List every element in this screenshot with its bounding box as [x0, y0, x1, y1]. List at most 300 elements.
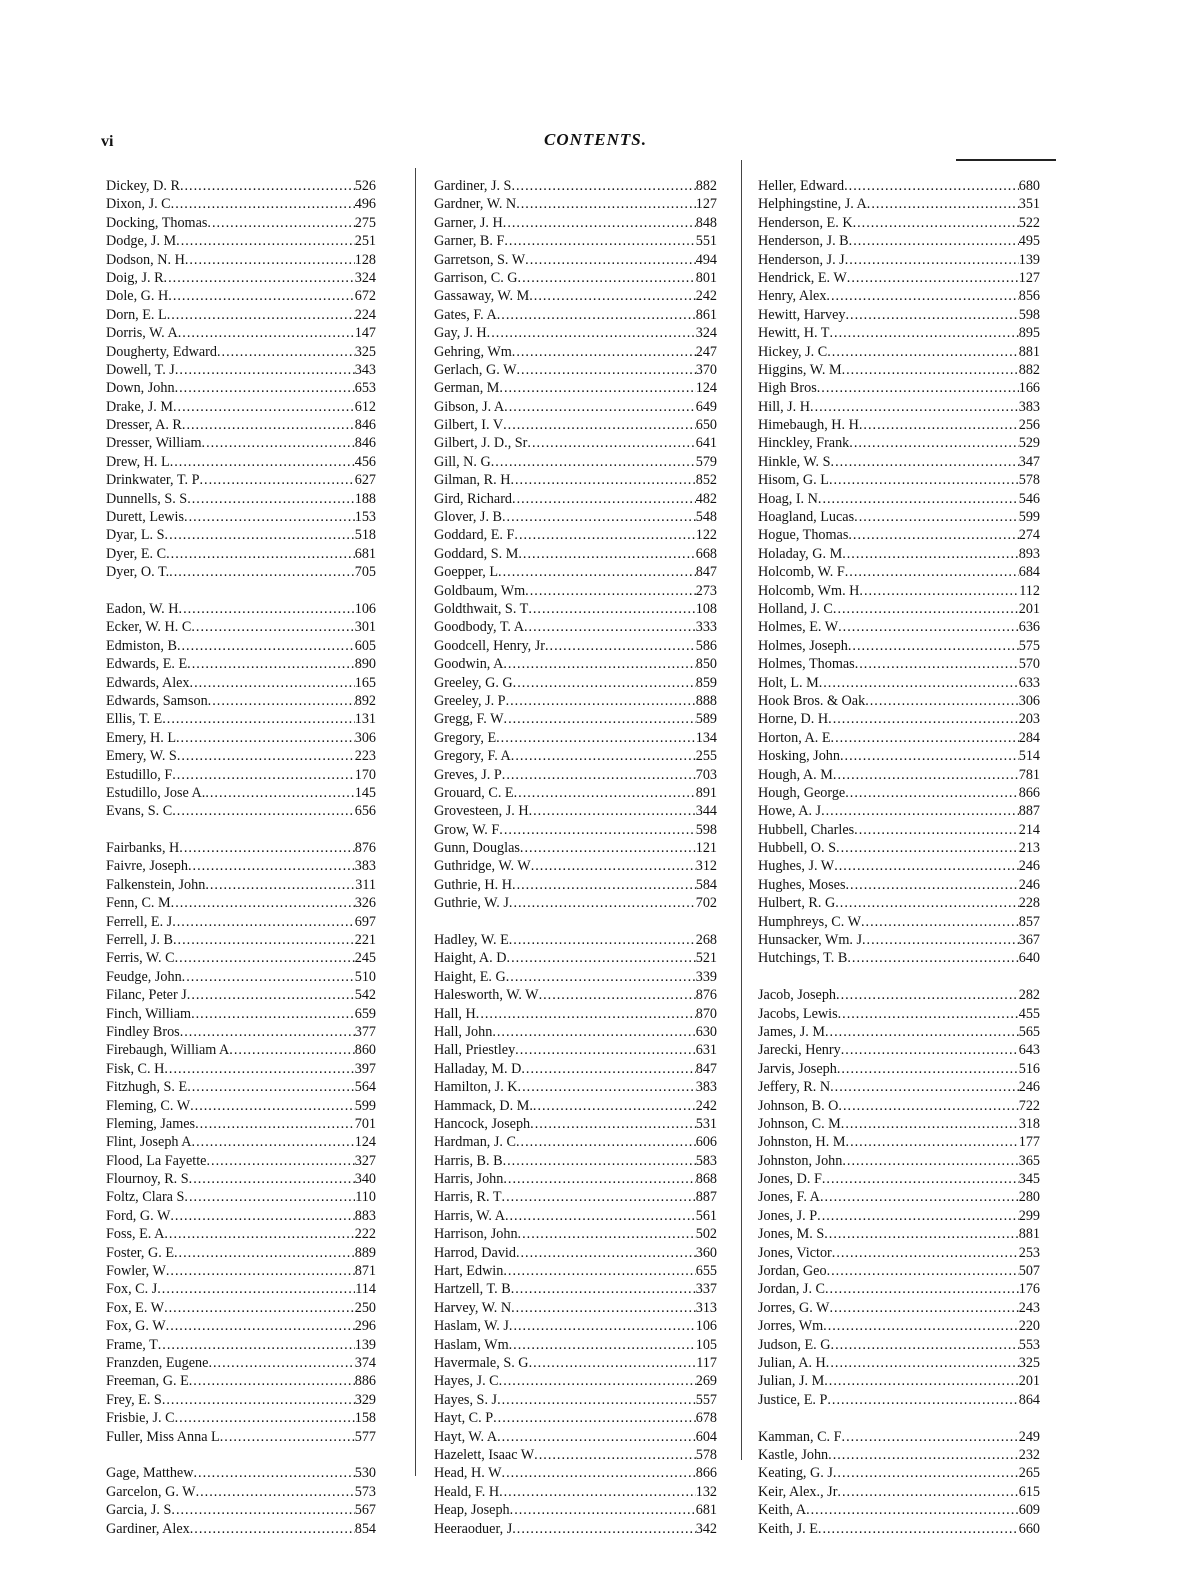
dot-leader: [518, 545, 695, 563]
dot-leader: [842, 1152, 1018, 1170]
index-entry: [434, 986, 717, 1004]
entry-page-number: 360: [695, 1244, 717, 1261]
entry-page-number: 876: [695, 987, 717, 1004]
entry-name: Hart, Edwin: [434, 1263, 504, 1280]
entry-name: Harris, W. A: [434, 1207, 505, 1224]
entry-name: Fowler, W: [106, 1263, 166, 1280]
index-entry: [434, 251, 717, 269]
index-entry: [434, 784, 717, 802]
entry-name: Gehring, Wm: [434, 343, 512, 360]
index-entry: [106, 839, 376, 857]
entry-page-number: 251: [354, 233, 376, 250]
entry-page-number: 846: [354, 417, 376, 434]
entry-name: Henderson, J. J: [758, 251, 845, 268]
entry-name: Hosking, John: [758, 748, 840, 765]
entry-page-number: 158: [354, 1410, 376, 1427]
entry-page-number: 377: [354, 1023, 376, 1040]
dot-leader: [516, 361, 695, 379]
dot-leader: [190, 1097, 355, 1115]
index-entry: [434, 1336, 717, 1354]
dot-leader: [854, 821, 1019, 839]
index-entry: [434, 1446, 717, 1464]
entry-page-number: 650: [695, 417, 717, 434]
index-entry: [106, 674, 376, 692]
entry-page-number: 864: [1018, 1391, 1040, 1408]
entry-page-number: 243: [1018, 1299, 1040, 1316]
entry-page-number: 870: [695, 1005, 717, 1022]
index-entry: [758, 747, 1040, 765]
entry-page-number: 847: [695, 1060, 717, 1077]
entry-name: Dole, G. H: [106, 288, 169, 305]
index-entry: [106, 637, 376, 655]
dot-leader: [854, 508, 1019, 526]
dot-leader: [846, 1133, 1019, 1151]
entry-page-number: 557: [695, 1391, 717, 1408]
dot-leader: [511, 1280, 696, 1298]
index-entry: [434, 1078, 717, 1096]
index-entry: [758, 324, 1040, 342]
entry-name: Hardman, J. C: [434, 1134, 516, 1151]
entry-page-number: 145: [354, 784, 376, 801]
entry-page-number: 857: [1018, 913, 1040, 930]
entry-page-number: 121: [695, 840, 717, 857]
index-entry: [434, 1391, 717, 1409]
entry-page-number: 876: [354, 840, 376, 857]
index-entry: [106, 1115, 376, 1133]
index-entry: [758, 269, 1040, 287]
entry-page-number: 170: [354, 766, 376, 783]
entry-page-number: 583: [695, 1152, 717, 1169]
index-entry: [758, 1372, 1040, 1390]
entry-name: Gregory, F. A: [434, 748, 511, 765]
entry-page-number: 890: [354, 656, 376, 673]
entry-page-number: 132: [695, 1483, 717, 1500]
entry-page-number: 852: [695, 472, 717, 489]
dot-leader: [175, 1409, 355, 1427]
index-entry: [758, 563, 1040, 581]
index-entry: [106, 508, 376, 526]
dot-leader: [476, 1005, 696, 1023]
entry-page-number: 110: [355, 1189, 376, 1206]
index-entry: [758, 545, 1040, 563]
dot-leader: [182, 416, 355, 434]
entry-page-number: 326: [354, 895, 376, 912]
index-entry: [106, 618, 376, 636]
dot-leader: [506, 692, 696, 710]
entry-page-number: 680: [1018, 178, 1040, 194]
entry-name: Jones, J. P: [758, 1207, 818, 1224]
dot-leader: [217, 343, 355, 361]
dot-leader: [497, 1391, 696, 1409]
entry-name: Julian, A. H: [758, 1355, 826, 1371]
dot-leader: [165, 526, 355, 544]
dot-leader: [187, 1078, 355, 1096]
entry-name: Holcomb, W. F: [758, 564, 845, 581]
entry-page-number: 854: [354, 1520, 376, 1537]
dot-leader: [487, 324, 696, 342]
dot-leader: [505, 1207, 696, 1225]
dot-leader: [498, 563, 696, 581]
entry-page-number: 299: [1018, 1207, 1040, 1224]
entry-page-number: 112: [1019, 582, 1040, 599]
index-entry: [434, 490, 717, 508]
entry-name: Hewitt, H. T: [758, 325, 830, 342]
index-entry: [434, 195, 717, 213]
entry-name: Julian, J. M: [758, 1373, 825, 1390]
dot-leader: [827, 1262, 1019, 1280]
index-entry: [434, 1005, 717, 1023]
index-letter-group: [106, 177, 376, 582]
entry-page-number: 265: [1018, 1465, 1040, 1482]
entry-page-number: 344: [695, 803, 717, 820]
entry-page-number: 232: [1018, 1446, 1040, 1463]
dot-leader: [834, 857, 1019, 875]
entry-page-number: 561: [695, 1207, 717, 1224]
entry-name: Hickey, J. C: [758, 343, 828, 360]
dot-leader: [502, 508, 696, 526]
index-entry: [106, 747, 376, 765]
entry-page-number: 108: [695, 600, 717, 617]
index-entry: [434, 1188, 717, 1206]
index-entry: [106, 195, 376, 213]
dot-leader: [503, 214, 696, 232]
entry-page-number: 224: [354, 306, 376, 323]
entry-page-number: 678: [695, 1410, 717, 1427]
index-entry: [106, 1041, 376, 1059]
entry-name: Hill, J. H: [758, 398, 811, 415]
entry-page-number: 325: [1018, 1355, 1040, 1371]
entry-page-number: 653: [354, 380, 376, 397]
entry-page-number: 846: [354, 435, 376, 452]
entry-name: Haight, A. D: [434, 950, 507, 967]
entry-name: Dorn, E. L: [106, 306, 167, 323]
index-entry: [758, 931, 1040, 949]
entry-name: Keith, A: [758, 1502, 807, 1519]
index-entry: [758, 416, 1040, 434]
dot-leader: [832, 1244, 1019, 1262]
dot-leader: [166, 1317, 355, 1335]
index-entry: [758, 655, 1040, 673]
entry-page-number: 888: [695, 692, 717, 709]
dot-leader: [529, 1354, 697, 1372]
index-entry: [434, 416, 717, 434]
entry-page-number: 703: [695, 766, 717, 783]
entry-page-number: 868: [695, 1171, 717, 1188]
entry-name: Ferris, W. C: [106, 950, 175, 967]
entry-page-number: 201: [1018, 1373, 1040, 1390]
entry-name: Hancock, Joseph: [434, 1115, 531, 1132]
dot-leader: [511, 747, 696, 765]
entry-page-number: 529: [1018, 435, 1040, 452]
entry-name: Hewitt, Harvey: [758, 306, 846, 323]
dot-leader: [831, 729, 1019, 747]
index-entry: [106, 710, 376, 728]
index-entry: [758, 692, 1040, 710]
entry-page-number: 705: [354, 564, 376, 581]
index-entry: [434, 618, 717, 636]
dot-leader: [817, 1207, 1019, 1225]
dot-leader: [817, 379, 1019, 397]
dot-leader: [166, 545, 355, 563]
dot-leader: [829, 471, 1019, 489]
dot-leader: [806, 1501, 1019, 1519]
entry-name: Hartzell, T. B: [434, 1281, 511, 1298]
entry-name: Ferrell, J. B: [106, 932, 173, 949]
index-entry: [434, 398, 717, 416]
dot-leader: [818, 1520, 1019, 1538]
entry-page-number: 494: [695, 251, 717, 268]
dot-leader: [504, 710, 696, 728]
entry-name: Doig, J. R: [106, 269, 164, 286]
entry-page-number: 343: [354, 361, 376, 378]
entry-name: Evans, S. C: [106, 803, 173, 820]
entry-name: Johnston, John: [758, 1152, 843, 1169]
index-entry: [434, 821, 717, 839]
entry-name: Dickey, D. R: [106, 178, 180, 194]
dot-leader: [848, 637, 1019, 655]
dot-leader: [167, 306, 355, 324]
entry-name: Hayt, C. P: [434, 1410, 494, 1427]
index-entry: [106, 1207, 376, 1225]
dot-leader: [849, 434, 1018, 452]
index-entry: [758, 177, 1040, 195]
index-entry: [758, 986, 1040, 1004]
entry-name: Dresser, William: [106, 435, 202, 452]
entry-page-number: 114: [355, 1281, 376, 1298]
entry-name: Goepper, L: [434, 564, 499, 581]
dot-leader: [514, 784, 696, 802]
dot-leader: [208, 1354, 354, 1372]
index-entry: [434, 1520, 717, 1538]
index-entry: [106, 490, 376, 508]
entry-page-number: 296: [354, 1318, 376, 1335]
entry-name: James, J. M: [758, 1023, 825, 1040]
entry-name: Fleming, C. W: [106, 1097, 191, 1114]
dot-leader: [202, 434, 355, 452]
entry-name: Harris, B. B: [434, 1152, 503, 1169]
entry-name: Holland, J. C: [758, 600, 833, 617]
entry-page-number: 495: [1018, 233, 1040, 250]
entry-page-number: 347: [1018, 453, 1040, 470]
entry-page-number: 306: [354, 729, 376, 746]
index-letter-group: [758, 986, 1040, 1409]
entry-page-number: 866: [695, 1465, 717, 1482]
dot-leader: [499, 379, 695, 397]
entry-name: Hulbert, R. G: [758, 895, 836, 912]
entry-name: Flood, La Fayette: [106, 1152, 207, 1169]
entry-name: Hendrick, E. W: [758, 269, 847, 286]
dot-leader: [199, 471, 354, 489]
dot-leader: [510, 1501, 696, 1519]
entry-name: Dowell, T. J: [106, 361, 175, 378]
index-entry: [434, 747, 717, 765]
entry-page-number: 701: [354, 1115, 376, 1132]
entry-page-number: 456: [354, 453, 376, 470]
dot-leader: [172, 802, 355, 820]
index-entry: [434, 802, 717, 820]
index-entry: [434, 1041, 717, 1059]
index-entry: [434, 1262, 717, 1280]
page-title: CONTENTS.: [544, 130, 647, 149]
entry-name: Keir, Alex., Jr: [758, 1483, 838, 1500]
index-entry: [758, 343, 1040, 361]
dot-leader: [502, 766, 696, 784]
entry-name: Dyar, L. S: [106, 527, 165, 544]
entry-name: Henry, Alex: [758, 288, 827, 305]
entry-page-number: 516: [1018, 1060, 1040, 1077]
index-entry: [434, 232, 717, 250]
dot-leader: [187, 986, 355, 1004]
entry-page-number: 337: [695, 1281, 717, 1298]
index-entry: [758, 1428, 1040, 1446]
entry-page-number: 242: [695, 1097, 717, 1114]
entry-name: Greves, J. P: [434, 766, 502, 783]
dot-leader: [190, 674, 355, 692]
entry-name: Holcomb, Wm. H: [758, 582, 860, 599]
entry-name: Hazelett, Isaac W: [434, 1446, 535, 1463]
dot-leader: [195, 1115, 355, 1133]
entry-name: Edwards, Samson: [106, 692, 208, 709]
index-entry: [106, 894, 376, 912]
dot-leader: [848, 526, 1018, 544]
index-entry: [434, 1225, 717, 1243]
index-column-2: [434, 177, 717, 1556]
index-entry: [758, 1354, 1040, 1372]
dot-leader: [833, 1464, 1019, 1482]
entry-name: Hoagland, Lucas: [758, 509, 855, 526]
dot-leader: [853, 214, 1019, 232]
entry-page-number: 250: [354, 1299, 376, 1316]
entry-name: Hubbell, Charles: [758, 821, 855, 838]
entry-name: Hayes, J. C: [434, 1373, 499, 1390]
dot-leader: [838, 1005, 1019, 1023]
dot-leader: [220, 1428, 355, 1446]
entry-name: Helphingstine, J. A: [758, 196, 867, 213]
dot-leader: [173, 931, 355, 949]
entry-page-number: 886: [354, 1373, 376, 1390]
entry-page-number: 275: [354, 214, 376, 231]
index-entry: [758, 251, 1040, 269]
dot-leader: [173, 398, 355, 416]
entry-name: Gates, F. A: [434, 306, 497, 323]
entry-page-number: 655: [695, 1263, 717, 1280]
dot-leader: [499, 821, 695, 839]
dot-leader: [825, 1280, 1019, 1298]
entry-page-number: 397: [354, 1060, 376, 1077]
dot-leader: [511, 177, 695, 195]
index-entry: [758, 729, 1040, 747]
entry-page-number: 551: [695, 233, 717, 250]
index-entry: [758, 1023, 1040, 1041]
index-letter-group: [434, 177, 717, 913]
index-entry: [434, 343, 717, 361]
entry-name: Frisbie, J. C: [106, 1410, 175, 1427]
index-entry: [106, 949, 376, 967]
index-entry: [106, 1409, 376, 1427]
dot-leader: [841, 1041, 1019, 1059]
entry-page-number: 203: [1018, 711, 1040, 728]
index-entry: [434, 379, 717, 397]
dot-leader: [837, 1060, 1019, 1078]
entry-page-number: 339: [695, 968, 717, 985]
index-entry: [106, 1317, 376, 1335]
index-entry: [106, 1299, 376, 1317]
dot-leader: [176, 232, 355, 250]
index-entry: [434, 1115, 717, 1133]
index-entry: [758, 1501, 1040, 1519]
entry-page-number: 342: [695, 1520, 717, 1537]
entry-page-number: 482: [695, 490, 717, 507]
dot-leader: [504, 398, 696, 416]
index-entry: [434, 692, 717, 710]
entry-name: Horton, A. E: [758, 729, 831, 746]
dot-leader: [525, 582, 696, 600]
dot-leader: [506, 968, 696, 986]
entry-page-number: 521: [695, 950, 717, 967]
index-entry: [758, 821, 1040, 839]
index-entry: [106, 1354, 376, 1372]
dot-leader: [515, 1041, 696, 1059]
entry-name: Hall, Priestley: [434, 1042, 516, 1059]
dot-leader: [177, 637, 355, 655]
entry-page-number: 246: [1018, 876, 1040, 893]
entry-name: Guthridge, W. W: [434, 858, 531, 875]
index-entry: [434, 582, 717, 600]
index-entry: [106, 214, 376, 232]
entry-name: Hadley, W. E: [434, 932, 509, 949]
dot-leader: [499, 1483, 696, 1501]
dot-leader: [810, 398, 1019, 416]
dot-leader: [539, 986, 696, 1004]
entry-name: Hutchings, T. B: [758, 950, 848, 967]
index-entry: [106, 343, 376, 361]
entry-page-number: 866: [1018, 784, 1040, 801]
dot-leader: [846, 876, 1019, 894]
dot-leader: [831, 1336, 1019, 1354]
index-entry: [106, 232, 376, 250]
index-entry: [758, 1464, 1040, 1482]
index-entry: [758, 1520, 1040, 1538]
entry-page-number: 245: [354, 950, 376, 967]
dot-leader: [172, 913, 355, 931]
entry-page-number: 631: [695, 1042, 717, 1059]
entry-name: Hubbell, O. S: [758, 840, 837, 857]
index-entry: [434, 471, 717, 489]
entry-name: Edwards, E. E: [106, 656, 188, 673]
entry-name: Keith, J. E: [758, 1520, 818, 1537]
entry-page-number: 370: [695, 361, 717, 378]
index-entry: [758, 766, 1040, 784]
index-entry: [434, 600, 717, 618]
dot-leader: [190, 1520, 355, 1538]
index-letter-group: [106, 839, 376, 1446]
entry-name: Fleming, James: [106, 1115, 196, 1132]
entry-name: Fox, C. J: [106, 1281, 158, 1298]
index-entry: [106, 1391, 376, 1409]
entry-page-number: 847: [695, 564, 717, 581]
dot-leader: [162, 1391, 355, 1409]
entry-page-number: 882: [1018, 361, 1040, 378]
entry-page-number: 606: [695, 1134, 717, 1151]
entry-page-number: 565: [1018, 1023, 1040, 1040]
entry-name: Holaday, G. M: [758, 545, 843, 562]
dot-leader: [861, 913, 1019, 931]
entry-name: Justice, E. P: [758, 1391, 828, 1408]
entry-name: Finch, William: [106, 1005, 192, 1022]
entry-page-number: 106: [354, 600, 376, 617]
index-entry: [106, 931, 376, 949]
index-entry: [758, 306, 1040, 324]
